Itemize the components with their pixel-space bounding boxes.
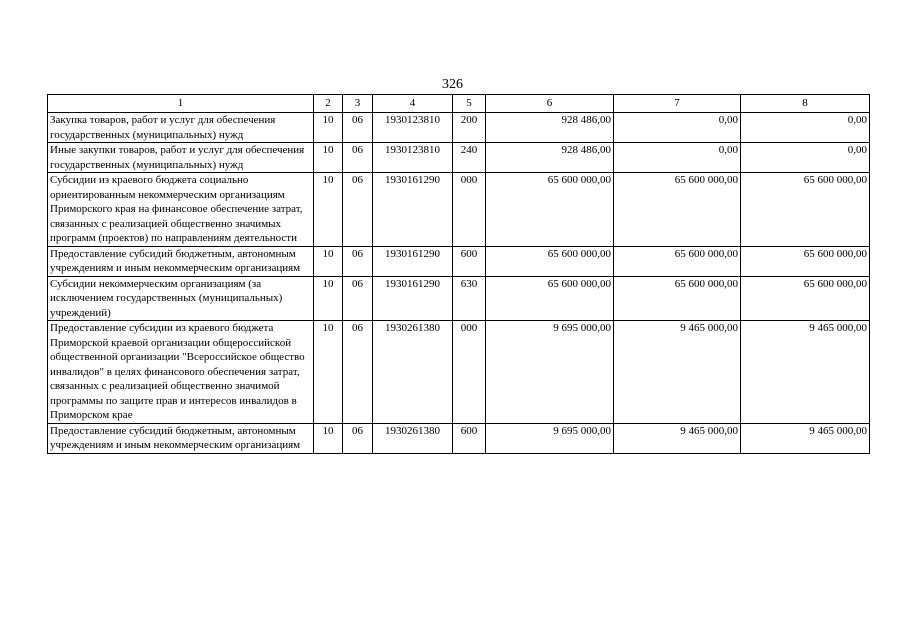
row-subsection: 06 <box>343 321 373 424</box>
table-row <box>48 246 870 276</box>
row-section: 10 <box>314 246 343 276</box>
row-amount-3: 0,00 <box>741 143 870 173</box>
row-expense-type: 000 <box>453 173 486 247</box>
column-header: 5 <box>453 95 486 113</box>
row-expense-type: 240 <box>453 143 486 173</box>
row-section: 10 <box>314 276 343 321</box>
row-amount-1: 9 695 000,00 <box>486 423 614 453</box>
table-row <box>48 423 870 453</box>
row-name: Предоставление субсидий бюджетным, автономным учреждениям и иным некоммерческим организациям <box>48 246 314 276</box>
row-amount-3: 0,00 <box>741 113 870 143</box>
row-section: 10 <box>314 143 343 173</box>
row-subsection: 06 <box>343 423 373 453</box>
row-expense-type: 600 <box>453 246 486 276</box>
row-amount-3: 9 465 000,00 <box>741 321 870 424</box>
row-amount-1: 9 695 000,00 <box>486 321 614 424</box>
column-header: 8 <box>741 95 870 113</box>
row-amount-1: 928 486,00 <box>486 143 614 173</box>
row-subsection: 06 <box>343 113 373 143</box>
column-header: 4 <box>373 95 453 113</box>
row-section: 10 <box>314 113 343 143</box>
budget-table <box>47 94 870 454</box>
row-amount-3: 9 465 000,00 <box>741 423 870 453</box>
row-amount-2: 9 465 000,00 <box>614 423 741 453</box>
table-row <box>48 276 870 321</box>
row-amount-1: 65 600 000,00 <box>486 173 614 247</box>
row-amount-2: 0,00 <box>614 113 741 143</box>
row-amount-1: 65 600 000,00 <box>486 276 614 321</box>
row-amount-2: 65 600 000,00 <box>614 173 741 247</box>
row-amount-2: 65 600 000,00 <box>614 276 741 321</box>
row-name: Иные закупки товаров, работ и услуг для обеспечения государственных (муниципальных) нужд <box>48 143 314 173</box>
row-name: Субсидии некоммерческим организациям (за исключением государственных (муниципальных) учреждений) <box>48 276 314 321</box>
row-target-article: 1930161290 <box>373 246 453 276</box>
row-name: Субсидии из краевого бюджета социально ориентированным некоммерческим организациям Приморского края на финансовое обеспечение затрат, связанных с реализацией общественно значимых программ (проектов) по направлениям деятельности <box>48 173 314 247</box>
column-header: 6 <box>486 95 614 113</box>
row-name: Предоставление субсидии из краевого бюджета Приморской краевой организации общероссийской общественной организации "Всероссийское общество инвалидов" в целях финансового обеспечения затрат, связанных с реализацией общественно значимой программы по защите прав и интересов инвалидов в Приморском крае <box>48 321 314 424</box>
column-header: 7 <box>614 95 741 113</box>
row-section: 10 <box>314 321 343 424</box>
row-target-article: 1930123810 <box>373 113 453 143</box>
row-subsection: 06 <box>343 143 373 173</box>
row-amount-2: 65 600 000,00 <box>614 246 741 276</box>
column-header: 3 <box>343 95 373 113</box>
row-target-article: 1930161290 <box>373 276 453 321</box>
row-expense-type: 600 <box>453 423 486 453</box>
column-header: 2 <box>314 95 343 113</box>
row-target-article: 1930161290 <box>373 173 453 247</box>
table-row <box>48 113 870 143</box>
row-target-article: 1930261380 <box>373 321 453 424</box>
table-row <box>48 173 870 247</box>
row-section: 10 <box>314 423 343 453</box>
row-target-article: 1930123810 <box>373 143 453 173</box>
row-amount-1: 65 600 000,00 <box>486 246 614 276</box>
row-expense-type: 200 <box>453 113 486 143</box>
row-name: Закупка товаров, работ и услуг для обеспечения государственных (муниципальных) нужд <box>48 113 314 143</box>
row-amount-1: 928 486,00 <box>486 113 614 143</box>
row-amount-2: 9 465 000,00 <box>614 321 741 424</box>
header-row <box>48 95 870 113</box>
row-amount-2: 0,00 <box>614 143 741 173</box>
row-subsection: 06 <box>343 246 373 276</box>
row-name: Предоставление субсидий бюджетным, автономным учреждениям и иным некоммерческим организациям <box>48 423 314 453</box>
column-header: 1 <box>48 95 314 113</box>
row-section: 10 <box>314 173 343 247</box>
row-expense-type: 000 <box>453 321 486 424</box>
row-amount-3: 65 600 000,00 <box>741 276 870 321</box>
row-subsection: 06 <box>343 173 373 247</box>
table-row <box>48 321 870 424</box>
row-amount-3: 65 600 000,00 <box>741 246 870 276</box>
page-number: 326 <box>442 77 463 92</box>
row-target-article: 1930261380 <box>373 423 453 453</box>
table-row <box>48 143 870 173</box>
row-amount-3: 65 600 000,00 <box>741 173 870 247</box>
row-expense-type: 630 <box>453 276 486 321</box>
row-subsection: 06 <box>343 276 373 321</box>
